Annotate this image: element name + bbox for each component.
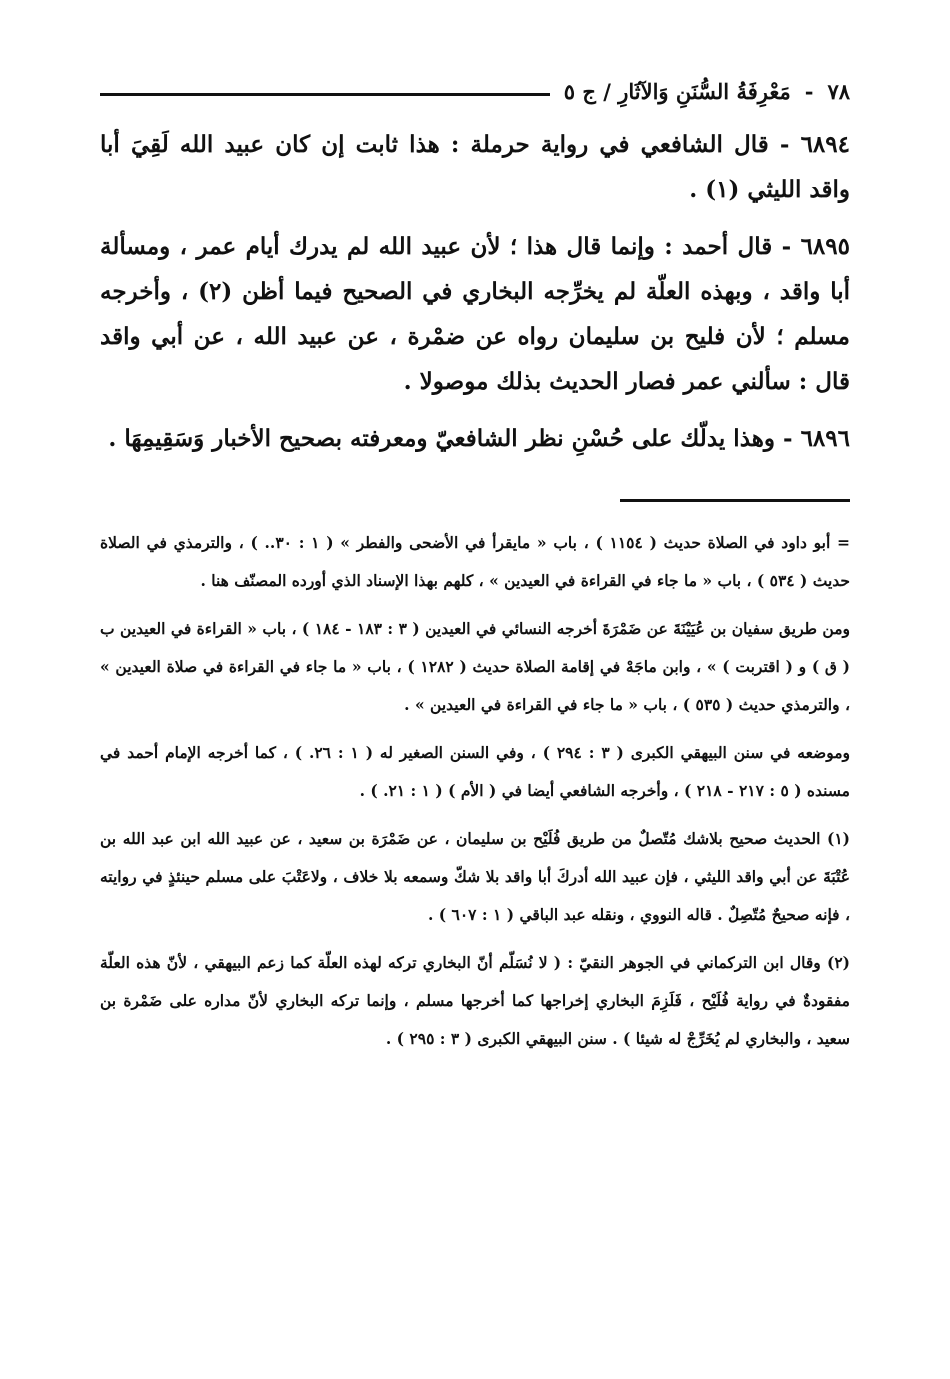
running-header xyxy=(100,72,850,110)
header-dash: - xyxy=(804,78,814,104)
paragraph-6895 xyxy=(100,224,850,404)
paragraph-number: ٦٨٩٦ xyxy=(800,425,850,452)
paragraph-dash: - xyxy=(775,425,793,452)
paragraph-dash: - xyxy=(768,131,790,158)
footnote-1: (١) الحديث صحيح بلاشك مُتّصلٌ من طريق فُلَيْح بن سليمان ، عن ضَمْرَة بن سعيد ، عن عبيد الله ابن عبد الله بن عُتْبَةَ عن أبي واقد الليثي ، فإن عبيد الله أدركَ أبا واقد بلا شكّ وسمعه بلا خلاف ، ولاعَتْبَ على مسلم حينئذٍ في روايته ، فإنه صحيحٌ مُتّصِلٌ . قاله النووي ، ونقله عبد الباقي ( ١ : ٦٠٧ ) . xyxy=(100,829,850,924)
footnote-continuation: ومن طريق سفيان بن عُيَيْنَةَ عن ضَمْرَةَ أخرجه النسائي في العيدين ( ٣ : ١٨٣ - ١٨٤ ) ، باب « القراءة في العيدين ب ( ق ) و ( اقتربت ) » ، وابن ماجَهْ في إقامة الصلاة حديث ( ١٢٨٢ ) ، باب « ما جاء في القراءة في صلاة العيدين » ، والترمذي حديث ( ٥٣٥ ) ، باب « ما جاء في القراءة في العيدين » . xyxy=(100,619,851,714)
paragraph-text: قال الشافعي في رواية حرملة : هذا ثابت إن كان عبيد الله لَقِيَ أبا واقد الليثي (١) . xyxy=(100,131,850,203)
paragraph-6896 xyxy=(100,416,850,461)
footnotes xyxy=(100,524,850,1058)
page-number: ٧٨ xyxy=(827,78,850,104)
paragraph-number: ٦٨٩٥ xyxy=(800,233,850,260)
footnote-2: (٢) وقال ابن التركماني في الجوهر النقيّ : ( لا نُسَلّم أنّ البخاري تركه لهذه العلّة كما زعم البيهقي ، لأنّ هذه العلّة مفقودةٌ في رواية فُلَيْح ، فَلَزِمَ البخاري إخراجها كما أخرجها مسلم ، وإنما تركه البخاري لأنّ مداره على ضَمْرة بن سعيد ، والبخاري لم يُخَرِّجْ له شيئا ) . سنن البيهقي الكبرى ( ٣ : ٢٩٥ ) . xyxy=(100,953,850,1048)
book-page xyxy=(100,72,850,1068)
main-text xyxy=(100,122,850,461)
footnote-separator xyxy=(620,499,850,502)
paragraph-text: وهذا يدلّك على حُسْنِ نظر الشافعيّ ومعرفته بصحيح الأخبار وَسَقِيمِهَا . xyxy=(108,425,775,452)
paragraph-dash: - xyxy=(772,233,792,260)
paragraph-text: قال أحمد : وإنما قال هذا ؛ لأن عبيد الله لم يدرك أيام عمر ، ومسألة أبا واقد ، وبهذه العلّة لم يخرِّجه البخاري في الصحيح فيما أظن (٢) ، وأخرجه مسلم ؛ لأن فليح بن سليمان رواه عن ضمْرة ، عن عبيد الله ، عن أبي واقد قال : سألني عمر فصار الحديث بذلك موصولا . xyxy=(100,233,850,395)
book-title: مَعْرِفَةُ السُّنَنِ وَالآثَارِ / ج ٥ xyxy=(563,78,791,104)
paragraph-number: ٦٨٩٤ xyxy=(800,131,850,158)
footnote-continuation: = أبو داود في الصلاة حديث ( ١١٥٤ ) ، باب « مايقرأ في الأضحى والفطر » ( ١ : ٣٠.. ) ، والترمذي في الصلاة حديث ( ٥٣٤ ) ، باب « ما جاء في القراءة في العيدين » ، كلهم بهذا الإسناد الذي أورده المصنّف هنا . xyxy=(100,533,850,590)
header-rule xyxy=(100,93,550,96)
footnote-continuation: وموضعه في سنن البيهقي الكبرى ( ٣ : ٢٩٤ ) ، وفي السنن الصغير له ( ١ : ٢٦. ) ، كما أخرجه الإمام أحمد في مسنده ( ٥ : ٢١٧ - ٢١٨ ) ، وأخرجه الشافعي أيضا في ( الأم ) ( ١ : ٢١. ) . xyxy=(100,743,851,800)
paragraph-6894 xyxy=(100,122,850,212)
